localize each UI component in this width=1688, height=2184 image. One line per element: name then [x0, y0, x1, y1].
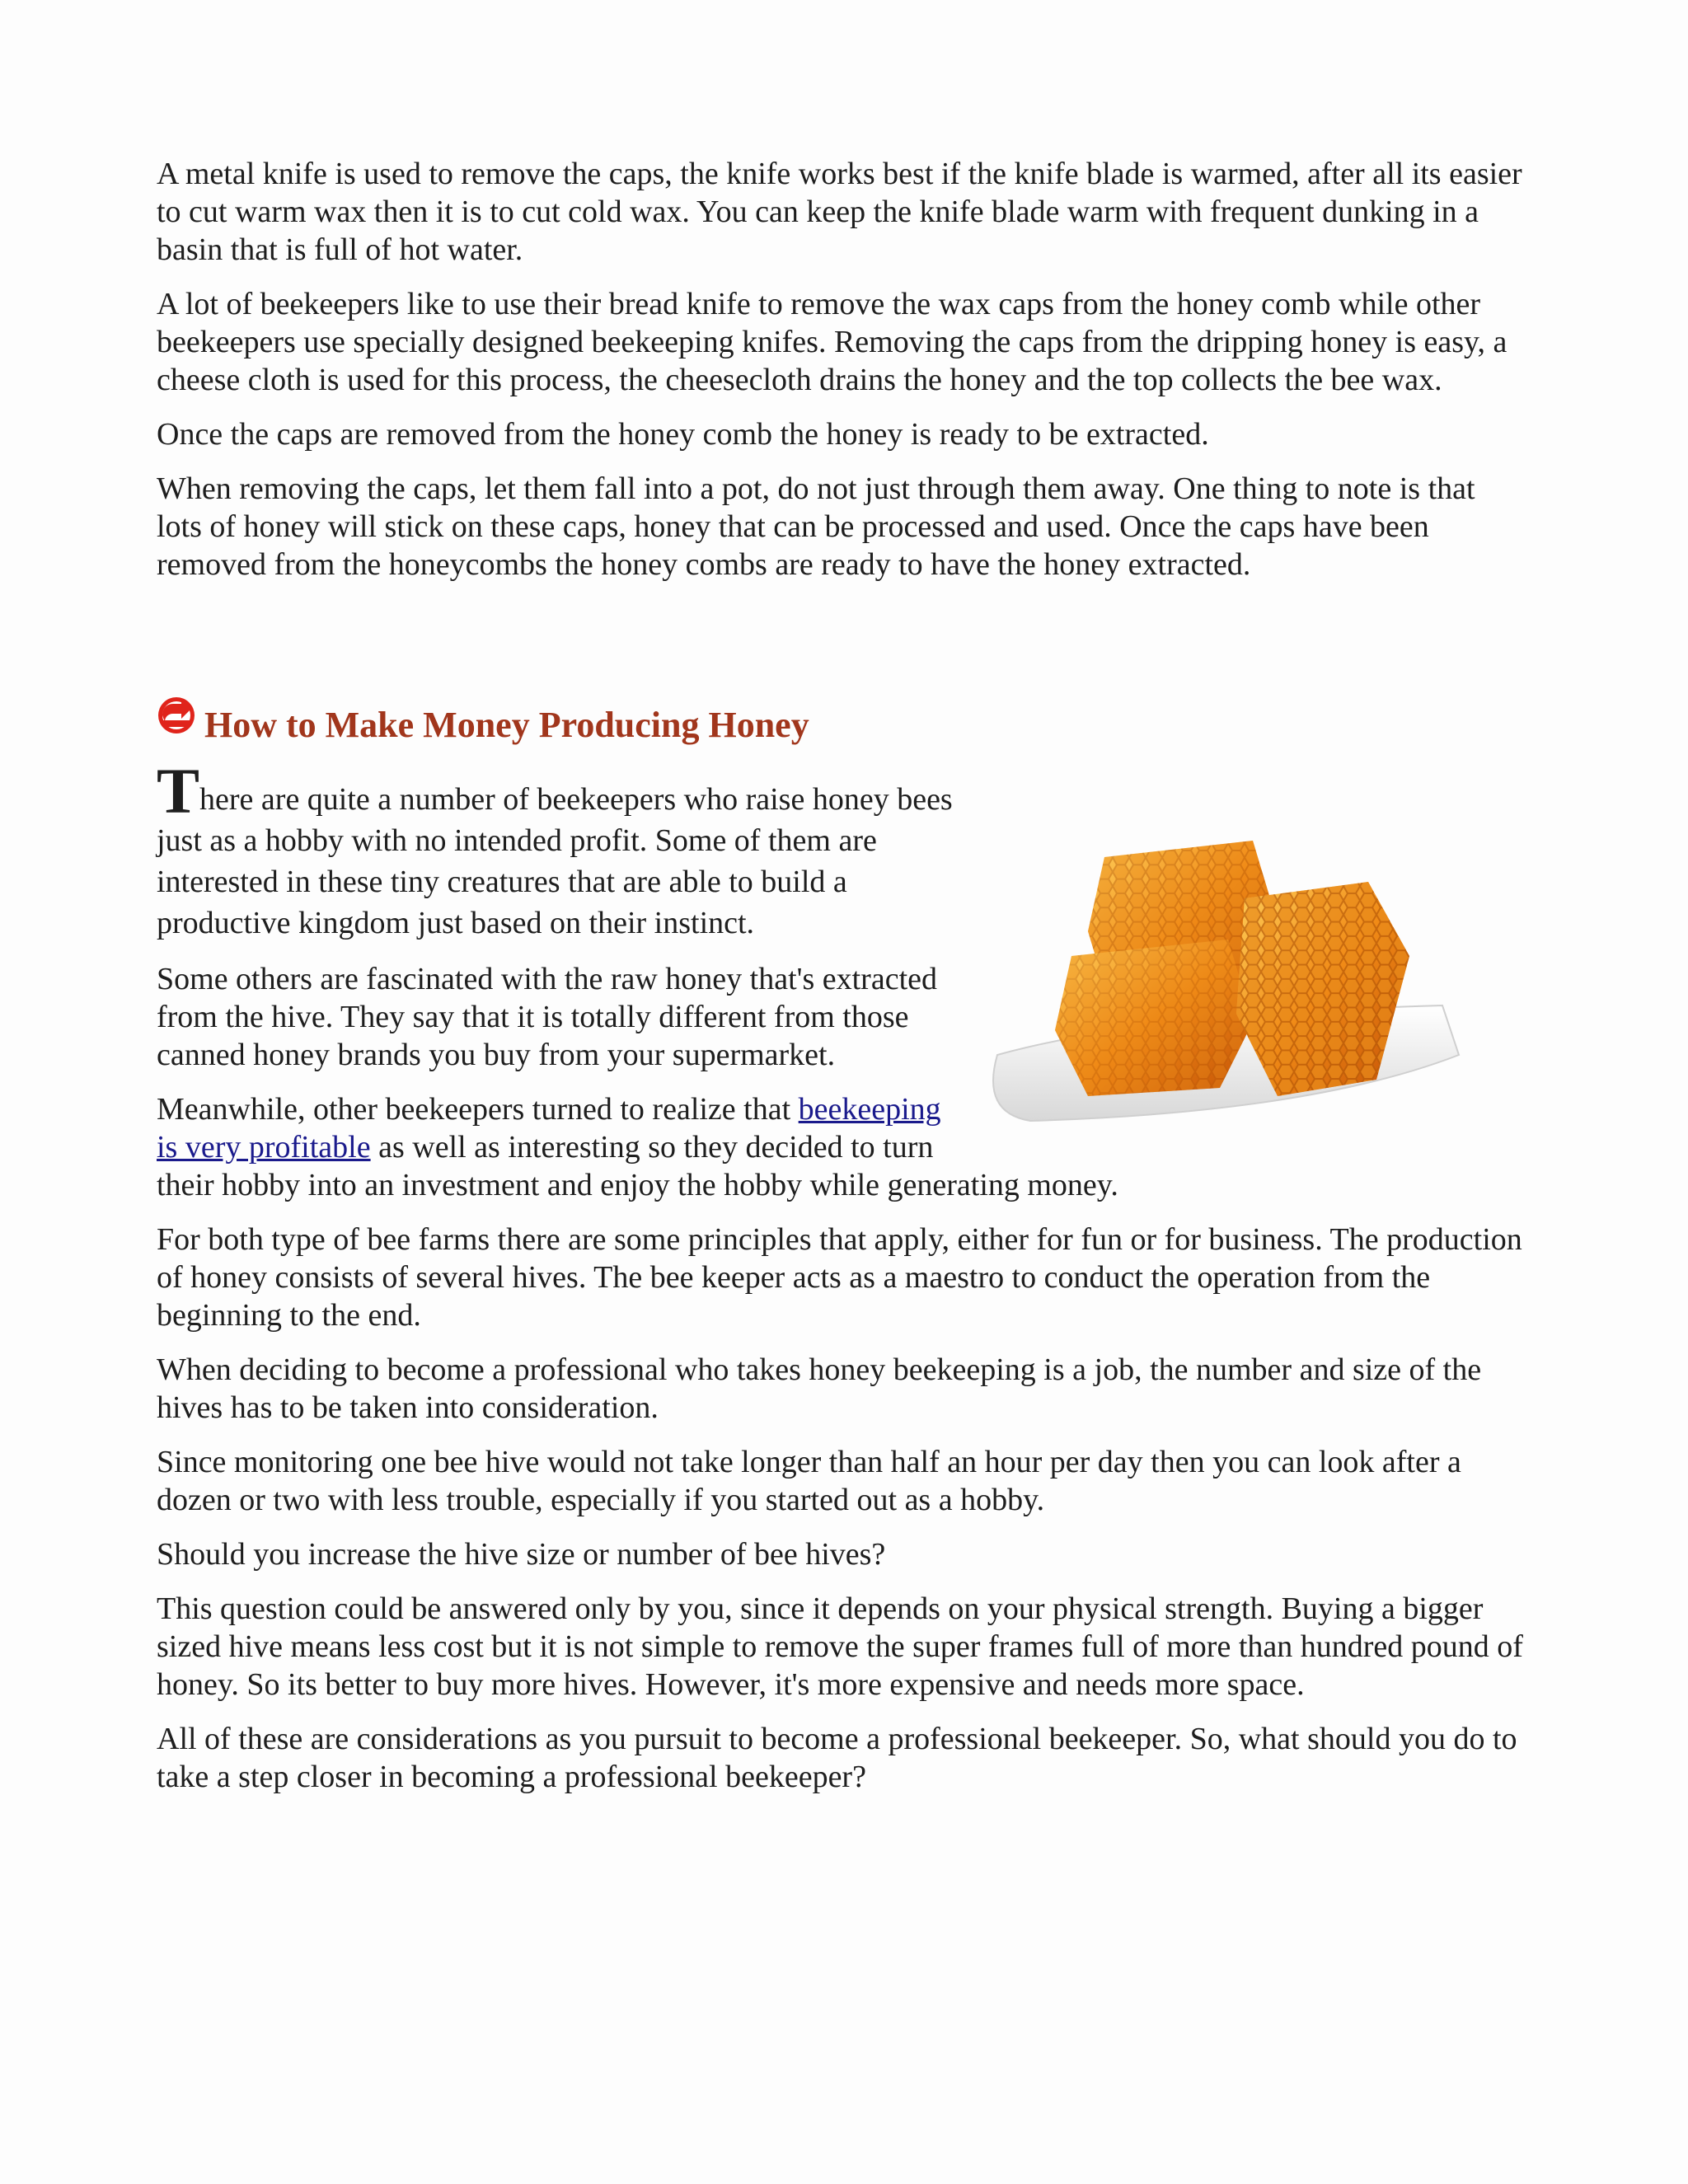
paragraph-profitable-start: Meanwhile, other beekeepers turned to realize that [157, 1092, 799, 1127]
red-circle-arrow-icon [157, 696, 196, 735]
honeycomb-image [981, 808, 1475, 1137]
section-body [157, 755, 1525, 1796]
beekeeping-profitable-link[interactable]: beekeeping is very profitable [157, 1092, 941, 1165]
paragraph-bread-knife: A lot of beekeepers like to use their bread knife to remove the wax caps from the honey comb while other beekeepers use specially designed beekeeping knifes. Removing the caps from the dripping honey is easy, a cheese cloth is used for this process, the cheesecloth drains the honey and the top collects the bee wax. [157, 287, 1507, 397]
paragraph-knife: A metal knife is used to remove the caps, the knife works best if the knife blade is warmed, after all its easier to cut warm wax then it is to cut cold wax. You can keep the knife blade warm with frequent dunking in a basin that is full of hot water. [157, 157, 1522, 267]
paragraph-professional: When deciding to become a professional who takes honey beekeeping is a job, the number and size of the hives has to be taken into consideration. [157, 1352, 1482, 1425]
section-heading [157, 691, 809, 758]
paragraph-hobby-text: here are quite a number of beekeepers who raise honey bees just as a hobby with no intended profit. Some of them are interested in these tiny creatures that are able to build a productive kingdom just based on their instinct. [157, 782, 953, 940]
paragraph-profitable-end: as well as interesting so they decided to turn their hobby into an investment and enjoy the hobby while generating money. [157, 1130, 1118, 1202]
paragraph-principles: For both type of bee farms there are some principles that apply, either for fun or for business. The production of honey consists of several hives. The bee keeper acts as a maestro to conduct the operation from the beginning to the end. [157, 1222, 1522, 1333]
top-text-block [157, 155, 1525, 583]
paragraph-question: Should you increase the hive size or number of bee hives? [157, 1537, 886, 1572]
section-title: How to Make Money Producing Honey [204, 704, 809, 745]
paragraph-considerations: All of these are considerations as you pursuit to become a professional beekeeper. So, what should you do to take a step closer in becoming a professional beekeeper? [157, 1722, 1517, 1794]
paragraph-caps-removed: Once the caps are removed from the honey comb the honey is ready to be extracted. [157, 417, 1209, 452]
paragraph-strength: This question could be answered only by you, since it depends on your physical strength. Buying a bigger sized hive means less cost but it is not simple to remove the super frames full of more than hundred pound of honey. So its better to buy more hives. However, it's more expensive and needs more space. [157, 1591, 1523, 1702]
drop-cap: T [157, 755, 200, 827]
paragraph-raw-honey: Some others are fascinated with the raw honey that's extracted from the hive. They say that it is totally different from those canned honey brands you buy from your supermarket. [157, 962, 937, 1072]
paragraph-monitoring: Since monitoring one bee hive would not take longer than half an hour per day then you can look after a dozen or two with less trouble, especially if you started out as a hobby. [157, 1445, 1461, 1517]
paragraph-removing-caps: When removing the caps, let them fall into a pot, do not just through them away. One thing to note is that lots of honey will stick on these caps, honey that can be processed and used. Once the caps have been removed from the honeycombs the honey combs are ready to have the honey extracted. [157, 471, 1475, 582]
